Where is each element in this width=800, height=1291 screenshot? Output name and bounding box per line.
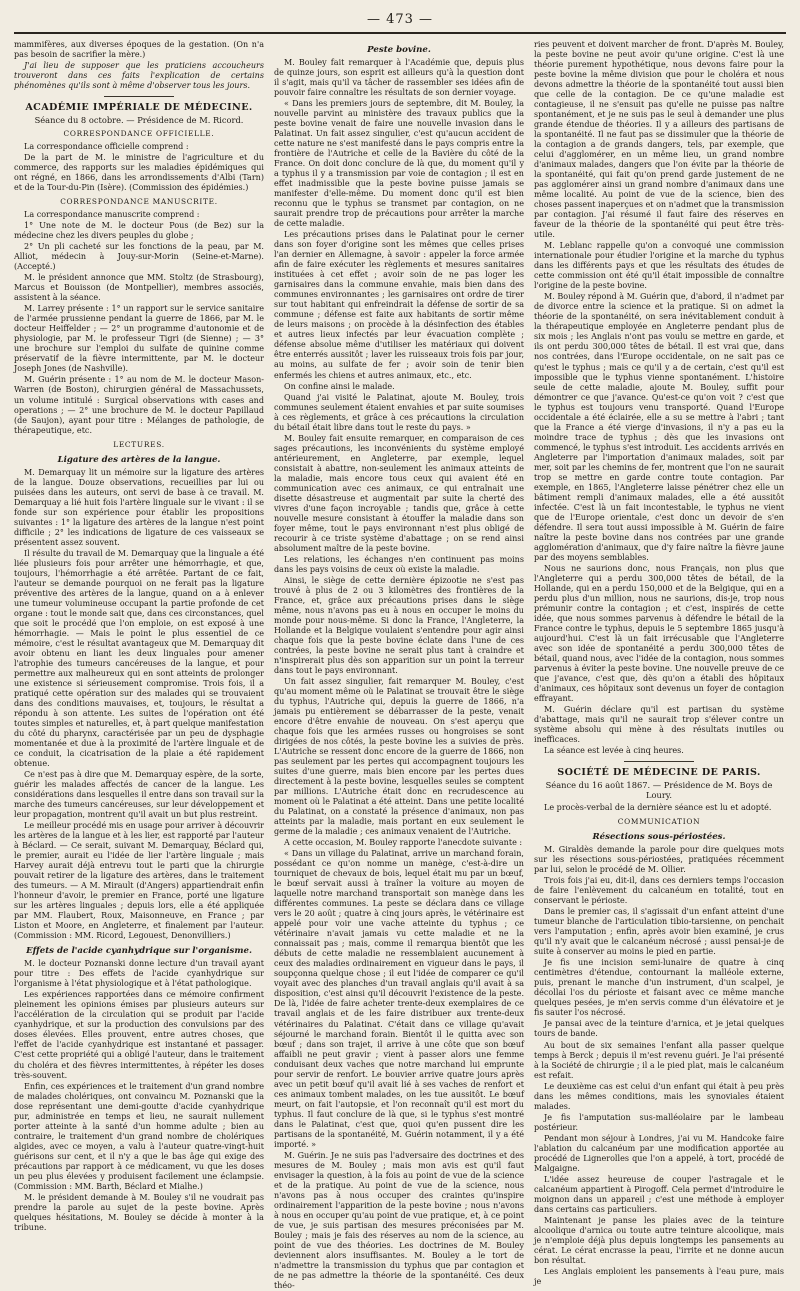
paragraph: Le deuxième cas est celui d'un enfant qui était à peu près dans les mêmes conditions, mais les synoviales étaient malades. bbox=[534, 1081, 784, 1111]
subheading: CORRESPONDANCE MANUSCRITE. bbox=[60, 197, 218, 207]
paragraph: Ce n'est pas à dire que M. Demarquay espère, de la sorte, guérir les malades affectés de cancer de la langue. Les considérations dans lesquelles il entre dans son travail sur la marche des tumeurs cancéreuses, sur leur développement et leur propagation, montrent qu'il avait un but plus restreint. bbox=[14, 770, 264, 820]
paragraph: La correspondance manuscrite comprend : bbox=[24, 210, 200, 220]
column-left bbox=[14, 40, 264, 1232]
session-line: Séance du 16 août 1867. — Présidence de M. Boys de Loury. bbox=[545, 780, 773, 801]
paragraph: On confine ainsi le malade. bbox=[284, 381, 395, 391]
paragraph: ries peuvent et doivent marcher de front. D'après M. Bouley, la peste bovine ne peut avoir qu'une origine. C'est là une théorie purement hypothétique, nous devons faire pour la peste bovine la même division que pour le choléra et nous devons admettre la théorie de la spontanéité tout aussi bien que celle de la contagion. De ce qu'une maladie est contagieuse, il ne s'ensuit pas qu'elle ne puisse pas naître spontanément, et je ne suis pas le seul à demander une plus grande étendue de théories. Il y a ailleurs des partisans de la spontanéité. Il ne faut pas se dissimuler que la théorie de la contagion a de grands dangers, tels, par exemple, que celui d'agglomérer, en un même lieu, un grand nombre d'animaux malades, dangers que l'on évite par la théorie de la spontanéité, qui fait qu'on prend garde justement de ne pas agglomérer ainsi un grand nombre d'animaux dans une même localité. Au point de vue de la science, bien des choses passent inaperçues et on n'admet que la transmission par contagion. J'ai résumé il faut faire des réserves en faveur de la théorie de la spontanéité qui peut être très-utile. bbox=[534, 40, 785, 240]
paragraph: Au bout de six semaines l'enfant alla passer quelque temps à Berck ; depuis il m'est revenu guéri. Je l'ai présenté à la Société de chirurgie ; il a le pied plat, mais le calcanéum est refait. bbox=[534, 1040, 784, 1080]
paragraph: De la part de M. le ministre de l'agriculture et du commerce, des rapports sur les maladies épidémiques qui ont régné, en 1866, dans les arrondissements d'Albi (Tarn) et de la Tour-du-Pin (Isère). (Commission des épidémies.) bbox=[14, 153, 264, 193]
paragraph: Je fis l'amputation sus-malléolaire par le lambeau postérieur. bbox=[534, 1112, 784, 1132]
paragraph: M. Guérin présente : 1° au nom de M. le docteur Mason-Warren (de Boston), chirurgien général de Massachussets, un volume intitulé : Surgical observations with cases and operations ; — 2° une brochure de M. le docteur Papillaud (de Saujon), ayant pour titre : Mélanges de pathologie, de thérapeutique, etc. bbox=[14, 375, 264, 435]
paragraph: Enfin, ces expériences et le traitement d'un grand nombre de malades cholériques, ont convaincu M. Poznanski que la dose représentant une demi-goutte d'acide cyanhydrique pur, administrée en temps et lieu, ne saurait nullement porter atteinte à la santé d'un homme adulte ; bien au contraire, le traitement d'un grand nombre de cholériques algides, avec ce moyen, a valu à l'auteur quatre-vingt-huit guérisons sur cent, et il n'y a que le bas âge qui exige des précautions par rapport à ce médicament, vu que les doses un peu plus élevées y produisent facilement une éclampsie. (Commission : MM. Barth, Béclard et Mialhe.) bbox=[14, 1081, 264, 1191]
paragraph: M. le président annonce que MM. Stoltz (de Strasbourg), Marcus et Bouisson (de Montpellier), membres associés, assistent à la séance. bbox=[14, 273, 264, 303]
paragraph: Les expériences rapportées dans ce mémoire confirment pleinement les opinions émises par plusieurs auteurs sur l'accélération de la circulation qui se produit par l'acide cyanhydrique, et sur la production des convulsions par des doses élevées. Elles prouvent, entre autres choses, que l'effet de l'acide cyanhydrique est instantané et passager. C'est cette propriété qui a obligé l'auteur, dans le traitement du choléra et des fièvres intermittentes, à répéter les doses très-souvent. bbox=[14, 990, 264, 1080]
paragraph: Nous ne saurions donc, nous Français, non plus que l'Angleterre qui a perdu 300,000 têtes de bétail, de la Hollande, qui en a perdu 150,000 et de la Belgique, qui en a perdu plus d'un million, nous ne saurions, dis-je, trop nous prémunir contre la contagion ; et c'est, inspirés de cette idée, que nous sommes parvenus à défendre le bétail de la France contre le typhus, depuis le 5 septembre 1865 jusqu'à aujourd'hui. C'est là un fait irrécusable que l'Angleterre avec son idée de spontanéité a perdu 300,000 têtes de bétail, quand nous, avec l'idée de la contagion, nous sommes parvenus à éviter la peste bovine. Une nouvelle preuve de ce que j'avance, c'est que, dès qu'on a établi des hôpitaux d'animaux, ces hôpitaux sont devenus un foyer de contagion effrayant. bbox=[534, 563, 784, 704]
subheading: COMMUNICATION bbox=[617, 817, 701, 827]
paragraph: 2° Un pli cacheté sur les fonctions de la peau, par M. Alliot, médecin à Jouy-sur-Morin (Seine-et-Marne). (Accepté.) bbox=[14, 242, 264, 272]
column-right bbox=[534, 40, 785, 1286]
paragraph: M. Leblanc rappelle qu'on a convoqué une commission internationale pour étudier l'origine et la marche du typhus dans les différents pays et que les résultats des études de cette commission ont été qu'il était impossible de connaître l'origine de la peste bovine. bbox=[534, 241, 784, 291]
paragraph: M. Bouley fait ensuite remarquer, en comparaison de ces sages précautions, les inconvénients du système employé antérieurement, en Angleterre, par exemple, lequel consistait à abattre, non-seulement les animaux atteints de la maladie, mais encore tous ceux qui avaient été en communication avec ces animaux, ce qui entraînait une disette désastreuse et augmentait par suite la cherté des vivres d'une façon incroyable ; tandis que, grâce à cette nouvelle mesure consistant à étouffer la maladie dans son foyer même, tout le pays environnant n'est plus obligé de recourir à ce triste système d'abattage ; on se rend ainsi absolument maître de la peste bovine. bbox=[274, 433, 524, 553]
paragraph: Dans le premier cas, il s'agissait d'un enfant atteint d'une tumeur blanche de l'articulation tibio-tarsienne, on penchait vers l'amputation ; enfin, après avoir bien examiné, je crus qu'il n'y avait que le calcanéum nécrosé ; aussi pensai-je de suite à conserver au moins le pied en partie. bbox=[534, 907, 784, 957]
paragraph: Les relations, les échanges n'en continuent pas moins dans les pays voisins de ceux où existe la maladie. bbox=[274, 554, 524, 574]
paragraph: A cette occasion, M. Bouley rapporte l'anecdote suivante : bbox=[284, 838, 523, 848]
paragraph: L'idée assez heureuse de couper l'astragale et le calcanéum appartient à Pirogoff. Cela permet d'introduire le moignon dans un appareil ; c'est une méthode à employer dans certains cas particuliers. bbox=[534, 1174, 784, 1214]
paragraph: Le procès-verbal de la dernière séance est lu et adopté. bbox=[544, 803, 772, 813]
paragraph: Pendant mon séjour à Londres, j'ai vu M. Handcoke faire l'ablation du calcanéum par une modification apportée au procédé de Lignerolles que l'on a appelé, à tort, procédé de Malgaigne. bbox=[534, 1133, 784, 1173]
paragraph: Quand j'ai visité le Palatinat, ajoute M. Bouley, trois communes seulement étaient envahies et par suite soumises à ces règlements, et grâce à ces précautions la circulation du bétail était libre dans tout le reste du pays. » bbox=[274, 392, 524, 432]
paragraph: Il résulte du travail de M. Demarquay que la linguale a été liée plusieurs fois pour arrêter une hémorrhagie, et que, toujours, l'hémorrhagie a été arrêtée. Partant de ce fait, l'auteur se demande pourquoi on ne ferait pas la ligature préventive des artères de la langue, quand on a à enlever une tumeur volumineuse occupant la partie profonde de cet organe : tout le monde sait que, dans ces circonstances, quel que soit le procédé que l'on emploie, on est exposé à une hémorrhagie. — Mais le point le plus essentiel de ce mémoire, c'est le résultat avantageux que M. Demarquay dit avoir obtenu en liant les deux linguales pour amener l'atrophie des tumeurs cancéreuses de la langue, et pour permettre aux malheureux qui en sont atteints de prolonger une existence si sérieusement compromise. Trois fois, il a pratiqué cette opération sur des malades qui se trouvaient dans des conditions mauvaises, et, toujours, le résultat a répondu à son attente. Les suites de l'opération ont été toutes simples et naturelles, et, à part quelque manifestation du côté du pharynx, caractérisée par un peu de dysphagie momentanée et due à la proximité de l'artère linguale et de ce conduit, la cicatrisation de la plaie a été rapidement obtenue. bbox=[14, 548, 264, 769]
paragraph: mammifères, aux diverses époques de la gestation. (On n'a pas besoin de sacrifier la mère.) bbox=[14, 40, 264, 60]
paragraph: M. Bouley fait remarquer à l'Académie que, depuis plus de quinze jours, son esprit est ailleurs qu'à la question dont il s'agit, mais qu'il va tâcher de rassembler ses idées afin de pouvoir faire connaître les résultats de son dernier voyage. bbox=[274, 58, 524, 98]
paragraph: « Dans un village du Palatinat, arrive un marchand forain, possédant ce qu'on nomme un manège, c'est-à-dire un tourniquet de chevaux de bois, lequel était mu par un bœuf, le bœuf servait aussi à traîner la voiture au moyen de laquelle notre marchand transportait son manège dans les différentes communes. La peste se déclara dans ce village vers le 20 août ; quatre à cinq jours après, le vétérinaire est appelé pour voir une vache atteinte du typhus ; ce vétérinaire n'avait jamais vu cette maladie et ne la connaissait pas ; mais, comme il remarqua bientôt que les débuts de cette maladie ne ressemblaient aucunement à ceux des maladies ordinairement en vigueur dans le pays, il soupçonna quelque chose ; il eut l'idée de comparer ce qu'il voyait avec des planches d'un travail anglais qu'il avait à sa disposition, c'est ainsi qu'il découvrit l'existence de la peste. De là, l'idée de faire acheter trente-deux exemplaires de ce travail anglais et de les faire distribuer aux trente-deux vétérinaires du Palatinat. C'était dans ce village qu'avait séjourné le marchand forain. Bientôt il le quitta avec son bœuf ; dans son trajet, il arrive à une côte que son bœuf affaibli ne peut gravir ; vient à passer alors une femme conduisant deux vaches que notre marchand lui emprunte pour servir de renfort. Le bouvier arrive quatre jours après avec un petit bœuf qu'il avait lié à ses vaches de renfort et ces animaux tombent malades, on les tue aussitôt. Le bœuf meurt, on fait l'autopsie, et l'on reconnaît qu'il est mort du typhus. Il faut conclure de là que, si le typhus s'est montré dans le Palatinat, c'est que, quoi qu'en pussent dire les partisans de la spontanéité, M. Guérin notamment, il y a été importé. » bbox=[274, 849, 524, 1149]
article-title: Peste bovine. bbox=[367, 45, 431, 55]
article-title: Résections sous-périostées. bbox=[592, 832, 726, 843]
session-line: Séance du 8 octobre. — Présidence de M. Ricord. bbox=[34, 115, 244, 126]
article-title: Effets de l'acide cyanhydrique sur l'organisme. bbox=[26, 946, 252, 957]
separator bbox=[104, 96, 174, 97]
section-title: ACADÉMIE IMPÉRIALE DE MÉDECINE. bbox=[25, 102, 253, 114]
columns bbox=[14, 40, 786, 1290]
paragraph: Maintenant je panse les plaies avec de la teinture alcoolique d'arnica ou toute autre teinture alcoolique, mais je n'emploie déjà plus depuis longtemps les pansements au cérat. Le cérat encrasse la peau, l'irrite et ne donne aucun bon résultat. bbox=[534, 1215, 784, 1265]
column-middle bbox=[274, 40, 524, 1290]
paragraph: Trois fois j'ai eu, dit-il, dans ces derniers temps l'occasion de faire l'enlèvement du calcanéum en totalité, tout en conservant le périoste. bbox=[534, 876, 784, 906]
paragraph: M. Guérin déclare qu'il est partisan du système d'abattage, mais qu'il ne saurait trop s'élever contre un système absolu qui mène à des résultats inutiles ou inefficaces. bbox=[534, 705, 784, 745]
paragraph: La séance est levée à cinq heures. bbox=[544, 746, 684, 756]
paragraph: M. Bouley répond à M. Guérin que, d'abord, il n'admet par de divorce entre la science et la pratique. Si on admet la théorie de la spontanéité, on sera inévitablement conduit à la thérapeutique employée en Angleterre pendant plus de six mois ; les Anglais n'ont pas voulu se mettre en garde, et ils ont perdu 300,000 têtes de bétail. Il est vrai que, dans nos contrées, dans l'Europe occidentale, on ne sait pas ce qu'est le typhus ; mais ce qu'il y a de certain, c'est qu'il est impossible que le typhus vienne spontanément. L'histoire seule de cette maladie, ajoute M. Bouley, suffit pour démontrer ce que j'avance. Qu'est-ce qu'on voit ? c'est que le typhus est toujours venu transporté. Quand l'Europe occidentale a été éclairée, elle a su se mettre à l'abri ; tant que la France a été vierge d'invasions, il n'y a pas eu la moindre trace de typhus ; dès que les invasions ont commencé, le typhus s'est introduit. Les accidents arrivés en Angleterre par l'importation d'animaux malades, soit par mer, soit par les chemins de fer, montrent que l'on ne saurait trop se mettre en garde contre toute contagion. Par exemple, en 1865, l'Angleterre laisse pénétrer chez elle un bâtiment rempli d'animaux malades, elle a été aussitôt infectée. C'est là un fait incontestable, le typhus ne vient que de l'Europe orientale, c'est donc un devoir de s'en défendre. Il sera tout aussi impossible à M. Guérin de faire naître la peste bovine dans nos contrées par une grande agglomération d'animaux, que d'y faire naître la fièvre jaune par des moyens semblables. bbox=[534, 292, 784, 562]
paragraph: J'ai lieu de supposer que les praticiens accoucheurs trouveront dans ces faits l'explication de certains phénomènes qu'ils sont à même d'observer tous les jours. bbox=[14, 61, 264, 91]
paragraph: Ainsi, le siège de cette dernière épizootie ne s'est pas trouvé à plus de 2 ou 3 kilomètres des frontières de la France, et, grâce aux précautions prises dans le siège même, nous n'avons pas eu à nous en occuper le moins du monde pour nous-même. Si donc la France, l'Angleterre, la Hollande et la Belgique voulaient s'entendre pour agir ainsi chaque fois que la peste bovine éclate dans l'une de ces contrées, la peste bovine ne serait plus tant à craindre et n'inspirerait plus dès son apparition sur un point la terreur dans tout le pays environnant. bbox=[274, 575, 524, 675]
paragraph: M. Giraldès demande la parole pour dire quelques mots sur les résections sous-périostées, pratiquées récemment par lui, selon le procédé de M. Ollier. bbox=[534, 845, 784, 875]
paragraph: M. Demarquay lit un mémoire sur la ligature des artères de la langue. Douze observations, recueillies par lui ou puisées dans les auteurs, ont servi de base à ce travail. M. Demarquay a lié huit fois l'artère linguale sur le vivant : il se fonde sur son expérience pour établir les propositions suivantes : 1° la ligature des artères de la langue n'est point difficile ; 2° les indications de ligature de ces vaisseaux se présentent assez souvent. bbox=[14, 467, 264, 547]
paragraph: M. le président demande à M. Bouley s'il ne voudrait pas prendre la parole au sujet de la peste bovine. Après quelques hésitations, M. Bouley se décide à monter à la tribune. bbox=[14, 1192, 264, 1232]
paragraph: Le meilleur procédé mis en usage pour arriver à découvrir les artères de la langue et à les lier, est rapporté par l'auteur à Béclard. — Ce serait, suivant M. Demarquay, Béclard qui, le premier, aurait eu l'idée de lier l'artère linguale ; mais Harvey aurait déjà entrevu tout le parti que la chirurgie pouvait retirer de la ligature des artères, dans le traitement des tumeurs. — A M. Mirault (d'Angers) appartiendrait enfin l'honneur d'avoir, le premier en France, porté une ligature sur les artères linguales ; depuis lors, elle a été appliquée par MM. Flaubert, Roux, Maisonneuve, en France ; par Liston et Moore, en Angleterre, et finalement par l'auteur. (Commission : MM. Ricord, Legouest, Denonvilliers.) bbox=[14, 821, 264, 941]
section-title: SOCIÉTÉ DE MÉDECINE DE PARIS. bbox=[557, 767, 761, 779]
subheading: CORRESPONDANCE OFFICIELLE. bbox=[63, 129, 215, 139]
paragraph: Je pansai avec de la teinture d'arnica, et je jetai quelques tours de bande. bbox=[534, 1019, 784, 1039]
paragraph: Je fis une incision semi-lunaire de quatre à cinq centimètres d'étendue, contournant la malléole externe, puis, prenant le manche d'un instrument, d'un scalpel, je décollai l'os du périoste et faisant avec ce même manche quelques pesées, je m'en servis comme d'un élévatoire et je fis sauter l'os nécrosé. bbox=[534, 958, 784, 1018]
paragraph: Un fait assez singulier, fait remarquer M. Bouley, c'est qu'au moment même où le Palatinat se trouvait être le siège du typhus, l'Autriche qui, depuis la guerre de 1866, n'a jamais pu entièrement se débarrasser de la peste, venait encore d'être envahie de nouveau. On s'est aperçu que chaque fois que les armées russes ou hongroises se sont dirigées de nos côtés, la peste bovine les a suivies de près. L'Autriche se ressent donc encore de la guerre de 1866, non pas seulement par les pertes qui accompagnent toujours les suites d'une guerre, mais bien encore par les pertes dues directement à la peste bovine, lesquelles seules se comptent par millions. L'Autriche était donc en recrudescence au moment où le Palatinat a été atteint. Dans une petite localité du Palatinat, on a constaté la présence d'animaux, non pas atteints par la maladie, mais portant en eux seulement le germe de la maladie ; ces animaux venaient de l'Autriche. bbox=[274, 676, 524, 837]
subheading: LECTURES. bbox=[113, 439, 165, 449]
paragraph: M. le docteur Poznanski donne lecture d'un travail ayant pour titre : Des effets de l'acide cyanhydrique sur l'organisme à l'état physiologique et à l'état pathologique. bbox=[14, 959, 264, 989]
header-rule bbox=[14, 32, 786, 34]
page-number: — 473 — bbox=[366, 12, 434, 27]
paragraph: Les Anglais emploient les pansements à l'eau pure, mais je bbox=[534, 1266, 784, 1286]
paragraph: « Dans les premiers jours de septembre, dit M. Bouley, la nouvelle parvint au ministère des travaux publics que la peste bovine venait de faire une nouvelle invasion dans le Palatinat. Un fait assez singulier, c'est qu'aucun accident de cette nature ne s'est manifesté dans le pays compris entre la frontière de l'Autriche et celle de la Bavière du côté de la France. On doit donc conclure de là que, du moment qu'il y a typhus il y a transmission par voie de contagion ; il est en effet inadmissible que la peste bovine puisse jamais se manifester d'elle-même. Du moment donc qu'il est bien reconnu que le typhus se transmet par contagion, on ne saurait prendre trop de précautions pour arrêter la marche de cette maladie. bbox=[274, 99, 524, 229]
paragraph: Les précautions prises dans le Palatinat pour le cerner dans son foyer d'origine sont les mêmes que celles prises l'an dernier en Allemagne, à savoir : appeler la force armée afin de faire exécuter les règlements et mesures sanitaires instituées à cet effet ; avoir soin de ne pas loger les garnisaires dans la commune envahie, mais bien dans des communes environnantes ; les garnisaires ont ordre de tirer sur tout habitant qui enfreindrait la défense de sortir de sa commune ; défense est faite aux habitants de sortir même de leurs maisons ; on procède à la désinfection des étables et autres lieux infectés par leur évacuation complète ; défense absolue même d'utiliser les matériaux qui doivent être enterrés aussitôt ; laver les ruisseaux trois fois par jour, au moins, au sulfate de fer ; avoir soin de tenir bien enfermés les chiens et autres animaux, etc., etc. bbox=[274, 230, 524, 380]
paragraph: M. Guérin. Je ne suis pas l'adversaire des doctrines et des mesures de M. Bouley ; mais mon avis est qu'il faut envisager la question, à la fois au point de vue de la science et de la pratique. Au point de vue de la science, nous n'avons pas à nous occuper des craintes qu'inspire ordinairement l'apparition de la peste bovine ; nous n'avons à nous en occuper qu'au point de vue pratique, et, à ce point de vue, je suis partisan des mesures préconisées par M. Bouley ; mais je fais des réserves au nom de la science, au point de vue des théories. Les doctrines de M. Bouley deviennent alors insuffisantes. M. Bouley a le tort de n'admettre la transmission du typhus que par contagion et de ne pas admettre la théorie de la spontanéité. Ces deux théo- bbox=[274, 1150, 524, 1290]
article-title: Ligature des artères de la langue. bbox=[57, 454, 221, 465]
paragraph: La correspondance officielle comprend : bbox=[24, 142, 189, 152]
paragraph: M. Larrey présente : 1° un rapport sur le service sanitaire de l'armée prussienne pendant la guerre de 1866, par M. le docteur Heiffelder ; — 2° un programme d'autonomie et de physiologie, par M. le professeur Tigri (de Sienne) ; — 3° une brochure sur l'emploi du sulfate de quinine comme préservatif de la fièvre intermittente, par M. le docteur Joseph Jones (de Nashville). bbox=[14, 304, 264, 374]
separator bbox=[624, 761, 694, 762]
paragraph: 1° Une note de M. le docteur Pous (de Bez) sur la médecine chez les divers peuples du globe ; bbox=[14, 221, 264, 241]
